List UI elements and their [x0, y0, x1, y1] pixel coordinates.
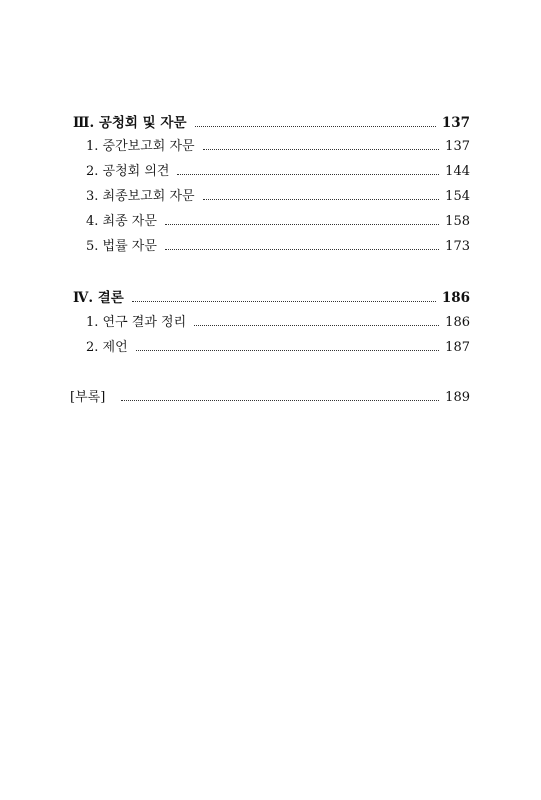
toc-section-label: 1. 연구 결과 정리 — [86, 315, 187, 330]
toc-chapter-4-page: 186 — [441, 290, 470, 306]
toc-section-4-2[interactable] — [86, 339, 470, 357]
toc-section-3-2[interactable] — [86, 163, 470, 181]
toc-chapter-4-label: Ⅳ. 결론 — [73, 290, 124, 306]
toc-section-page: 144 — [445, 164, 470, 179]
toc-chapter-3-label: Ⅲ. 공청회 및 자문 — [73, 115, 187, 131]
toc-section-label: 4. 최종 자문 — [86, 214, 157, 229]
toc-section-3-4[interactable] — [86, 213, 470, 231]
dot-leader — [165, 248, 439, 250]
toc-appendix-page: 189 — [445, 390, 470, 405]
toc-section-page: 186 — [445, 315, 470, 330]
toc-section-label: 1. 중간보고회 자문 — [86, 139, 195, 154]
dot-leader — [136, 349, 440, 351]
toc-section-label: 2. 제언 — [86, 340, 128, 355]
toc-section-page: 158 — [445, 214, 470, 229]
toc-section-page: 137 — [445, 139, 470, 154]
dot-leader — [132, 300, 436, 302]
dot-leader — [195, 125, 436, 127]
dot-leader — [177, 173, 439, 175]
toc-chapter-3-page: 137 — [441, 115, 470, 131]
toc-section-3-5[interactable] — [86, 238, 470, 256]
dot-leader — [194, 324, 439, 326]
dot-leader — [203, 148, 440, 150]
toc-section-page: 187 — [445, 340, 470, 355]
toc-appendix-label: [부록] — [70, 390, 106, 405]
toc-section-label: 5. 법률 자문 — [86, 239, 157, 254]
toc-section-page: 173 — [445, 239, 470, 254]
toc-section-label: 2. 공청회 의견 — [86, 164, 170, 179]
dot-leader — [165, 223, 439, 225]
toc-section-4-1[interactable] — [86, 314, 470, 332]
toc-chapter-3[interactable] — [73, 114, 470, 132]
dot-leader — [203, 198, 440, 200]
toc-appendix[interactable] — [70, 389, 470, 407]
toc-section-page: 154 — [445, 189, 470, 204]
toc-section-label: 3. 최종보고회 자문 — [86, 189, 195, 204]
toc-section-3-3[interactable] — [86, 188, 470, 206]
dot-leader — [121, 399, 439, 401]
toc-section-3-1[interactable] — [86, 138, 470, 156]
toc-chapter-4[interactable] — [73, 289, 470, 307]
